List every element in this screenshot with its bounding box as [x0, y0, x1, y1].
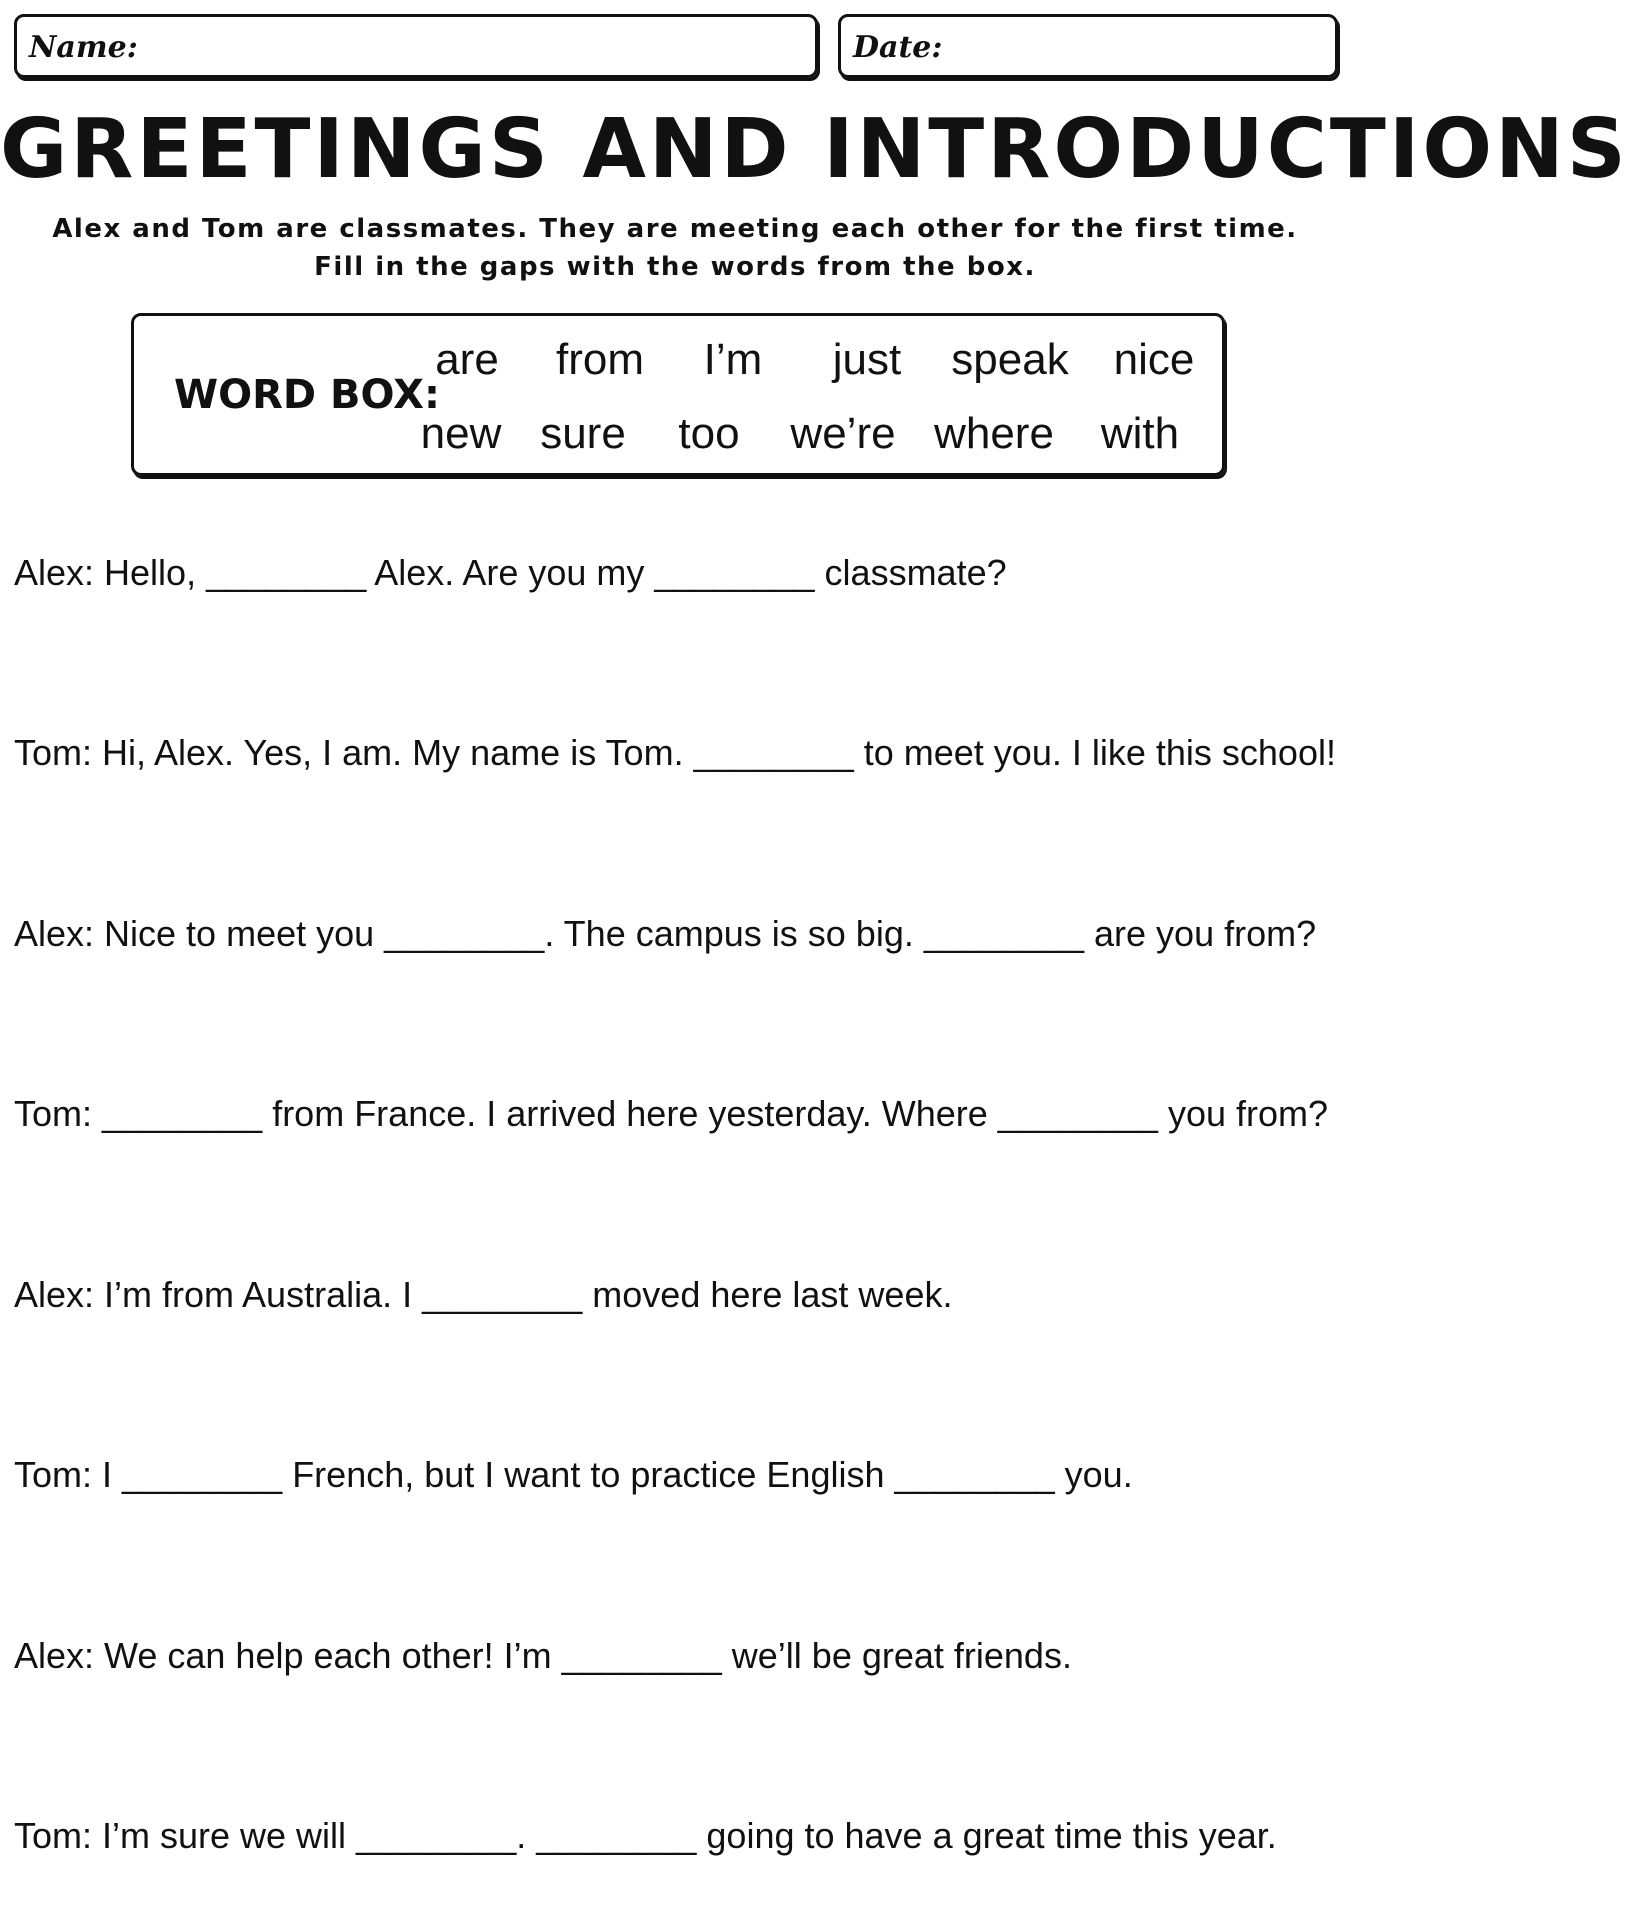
page-title: GREETINGS AND INTRODUCTIONS [0, 102, 1629, 197]
word-box-word: nice [1113, 335, 1195, 384]
date-label: Date: [853, 30, 943, 65]
dialogue-line[interactable]: Tom: I ________ French, but I want to practice English ________ you. [14, 1454, 1133, 1495]
instructions [0, 210, 1350, 286]
word-box-word: we’re [790, 409, 896, 458]
word-box-word: new [420, 409, 502, 458]
dialogue-line[interactable]: Tom: I’m sure we will ________. ________ going to have a great time this year. [14, 1815, 1277, 1856]
dialogue-line[interactable]: Alex: Hello, ________ Alex. Are you my ________ classmate? [14, 552, 1007, 593]
instruction-line: Fill in the gaps with the words from the box. [314, 252, 1036, 282]
word-box-word: speak [951, 335, 1069, 384]
word-box-word: where [934, 409, 1054, 458]
instruction-line: Alex and Tom are classmates. They are meeting each other for the first time. [52, 214, 1298, 244]
name-label: Name: [29, 30, 138, 65]
word-box-word: I’m [703, 335, 763, 384]
name-field[interactable] [14, 14, 818, 78]
word-box-word: are [435, 335, 499, 384]
word-box [131, 313, 1225, 476]
dialogue-line[interactable]: Alex: I’m from Australia. I ________ moved here last week. [14, 1274, 953, 1315]
word-box-word: sure [540, 409, 626, 458]
word-box-label: WORD BOX: [174, 372, 440, 418]
word-box-word: too [678, 409, 740, 458]
dialogue-line[interactable]: Tom: Hi, Alex. Yes, I am. My name is Tom. ________ to meet you. I like this school! [14, 732, 1336, 773]
word-box-word: with [1100, 409, 1180, 458]
dialogue-line[interactable]: Alex: Nice to meet you ________. The campus is so big. ________ are you from? [14, 913, 1317, 954]
dialogue-line[interactable]: Tom: ________ from France. I arrived here yesterday. Where ________ you from? [14, 1093, 1329, 1134]
word-box-word: from [556, 335, 644, 384]
dialogue-line[interactable]: Alex: We can help each other! I’m ________ we’ll be great friends. [14, 1635, 1072, 1676]
word-box-word: just [832, 335, 902, 384]
date-field[interactable] [838, 14, 1338, 78]
